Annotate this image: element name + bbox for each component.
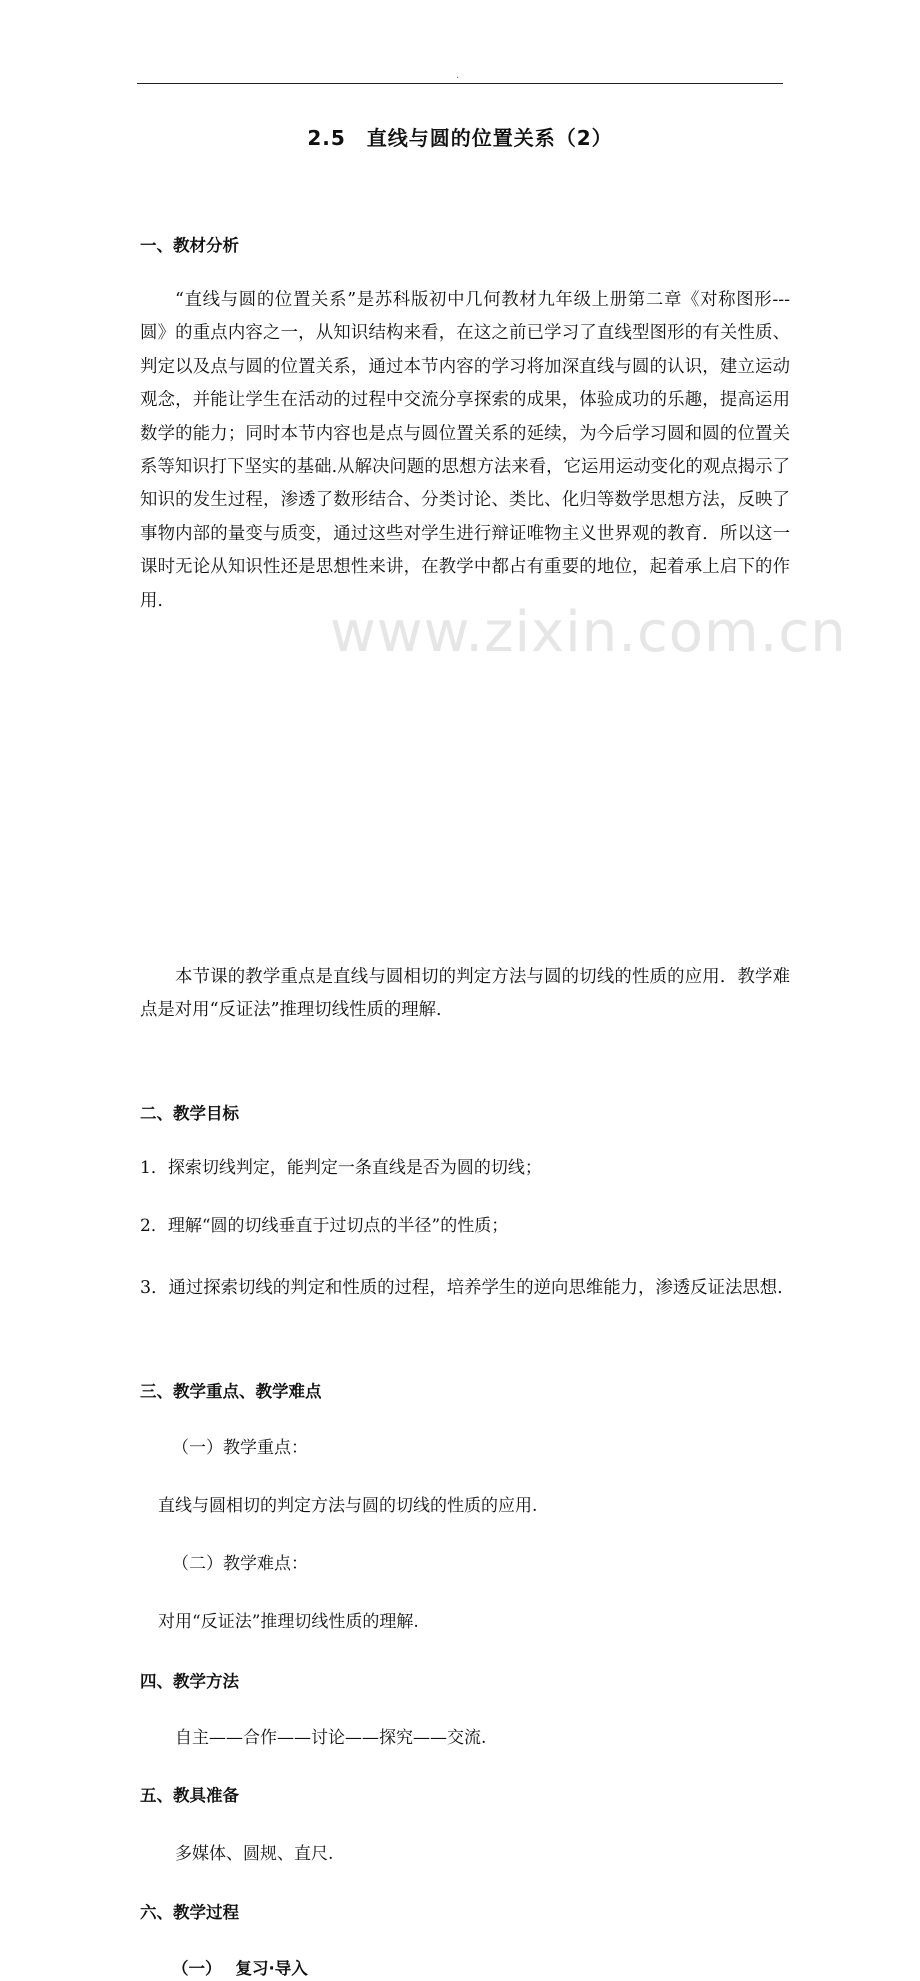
doc-title: 2.5 直线与圆的位置关系（2） (307, 126, 613, 150)
subheading-key-point: （一）教学重点： (172, 1438, 308, 1459)
header-dot: . (456, 70, 460, 81)
section-heading-4: 四、教学方法 (140, 1672, 239, 1692)
paragraph-1: “直线与圆的位置关系”是苏科版初中几何教材九年级上册第二章《对称图形---圆》的重点内容之一，从知识结构来看，在这之前已学习了直线型图形的有关性质、判定以及点与圆的位置关系，通过本节内容的学习将加深直线与圆的认识，建立运动观念，并能让学生在活动的过程中交流分享探索的成果，体验成功的乐趣，提高运用数学的能力；同时本节内容也是点与圆位置关系的延续，为今后学习圆和圆的位置关系等知识打下坚实的基础.从解决问题的思想方法来看，它运用运动变化的观点揭示了知识的发生过程，渗透了数形结合、分类讨论、类比、化归等数学思想方法，反映了事物内部的量变与质变，通过这些对学生进行辩证唯物主义世界观的教育．所以这一课时无论从知识性还是思想性来讲，在教学中都占有重要的地位，起着承上启下的作用. (140, 290, 790, 611)
objective-item-3: 3．通过探索切线的判定和性质的过程，培养学生的逆向思维能力，渗透反证法思想. (140, 1277, 783, 1298)
section-heading-6: 六、教学过程 (140, 1903, 239, 1923)
header-rule (137, 83, 783, 84)
watermark: www.zixin.com.cn (330, 600, 847, 665)
section-heading-3: 三、教学重点、教学难点 (140, 1382, 322, 1402)
key-point-text: 直线与圆相切的判定方法与圆的切线的性质的应用. (158, 1496, 538, 1517)
section-heading-1: 一、教材分析 (140, 236, 239, 255)
subheading-difficult-point: （二）教学难点： (172, 1554, 308, 1575)
objective-item-2: 2．理解“圆的切线垂直于过切点的半径”的性质； (140, 1215, 509, 1236)
section-heading-5: 五、教具准备 (140, 1786, 239, 1806)
teaching-method-text: 自主——合作——讨论——探究——交流. (175, 1728, 487, 1749)
objective-item-1: 1．探索切线判定，能判定一条直线是否为圆的切线； (140, 1157, 542, 1178)
section-heading-2: 二、教学目标 (140, 1103, 239, 1123)
subheading-review: （一） 复习·导入 (172, 1959, 308, 1979)
paragraph-2: 本节课的教学重点是直线与圆相切的判定方法与圆的切线的性质的应用．教学难点是对用“反证法”推理切线性质的理解. (140, 967, 790, 1021)
difficult-point-text: 对用“反证法”推理切线性质的理解. (158, 1612, 419, 1633)
teaching-aids-text: 多媒体、圆规、直尺. (175, 1844, 334, 1865)
